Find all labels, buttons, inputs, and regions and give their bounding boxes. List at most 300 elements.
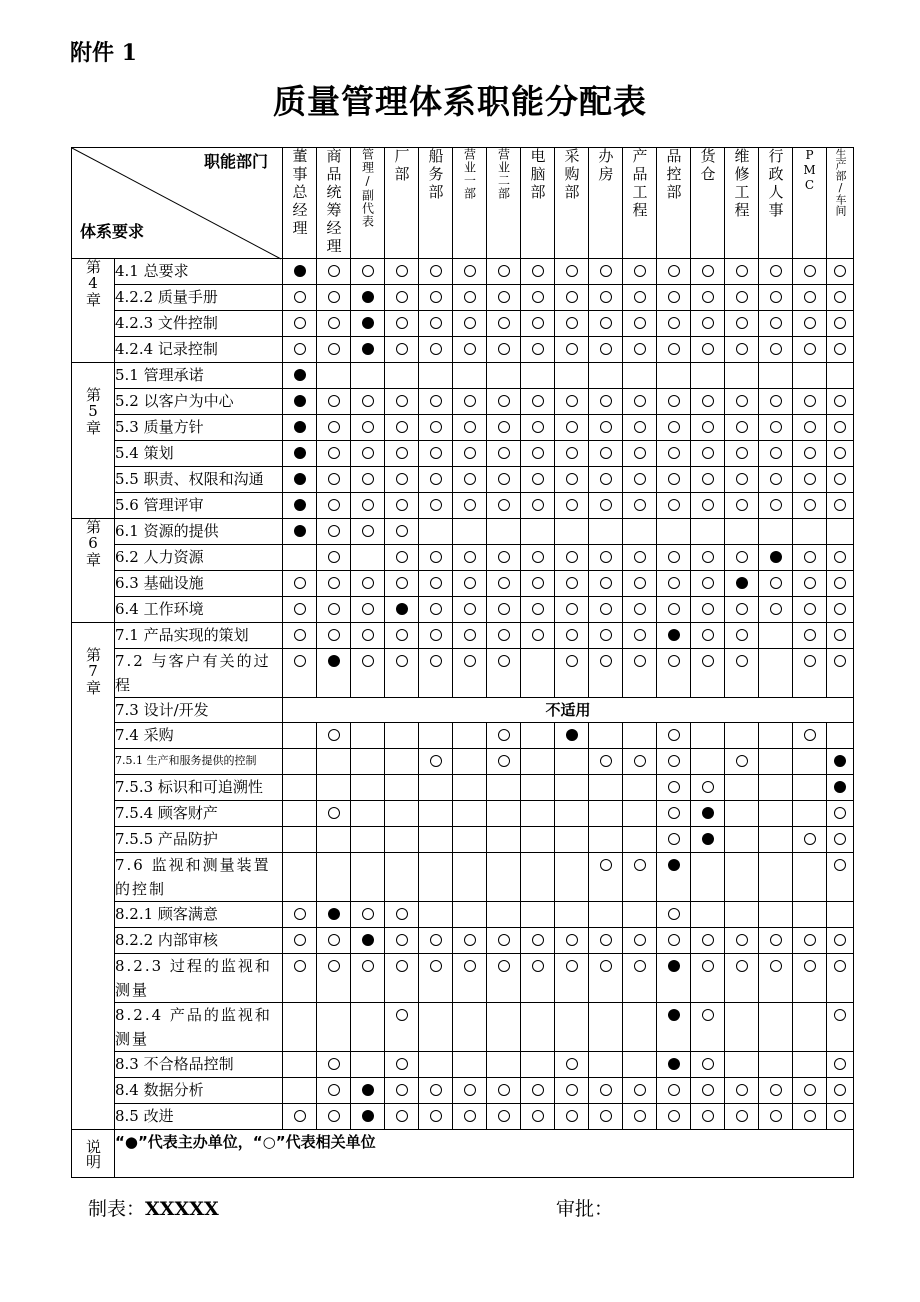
related-unit-mark xyxy=(396,577,408,589)
related-unit-mark xyxy=(634,473,646,485)
related-unit-mark xyxy=(464,473,476,485)
assignment-cell xyxy=(317,597,351,623)
dept-name: 商品统筹经理 xyxy=(324,148,343,256)
related-unit-mark xyxy=(834,317,846,329)
assignment-cell xyxy=(283,519,317,545)
related-unit-mark xyxy=(770,934,782,946)
approved-label: 审批： xyxy=(556,1198,614,1220)
assignment-cell xyxy=(555,519,589,545)
assignment-cell xyxy=(521,954,555,1003)
related-unit-mark xyxy=(736,755,748,767)
assignment-cell xyxy=(827,467,854,493)
assignment-cell xyxy=(759,853,793,902)
assignment-cell xyxy=(453,545,487,571)
assignment-cell xyxy=(453,311,487,337)
related-unit-mark xyxy=(498,265,510,277)
chapter-label: 第7章 xyxy=(84,647,102,695)
assignment-cell xyxy=(725,853,759,902)
related-unit-mark xyxy=(566,629,578,641)
related-unit-mark xyxy=(294,603,306,615)
related-unit-mark xyxy=(430,755,442,767)
assignment-cell xyxy=(759,545,793,571)
assignment-cell xyxy=(283,259,317,285)
related-unit-mark xyxy=(498,960,510,972)
assignment-cell xyxy=(589,545,623,571)
assignment-cell xyxy=(419,775,453,801)
related-unit-mark xyxy=(464,655,476,667)
related-unit-mark xyxy=(668,551,680,563)
requirement-label: 4.2.3 文件控制 xyxy=(115,311,283,337)
assignment-cell xyxy=(283,415,317,441)
related-unit-mark xyxy=(600,960,612,972)
assignment-cell xyxy=(555,1052,589,1078)
assignment-cell xyxy=(793,311,827,337)
assignment-cell xyxy=(759,337,793,363)
related-unit-mark xyxy=(328,629,340,641)
assignment-cell xyxy=(725,493,759,519)
assignment-cell xyxy=(657,853,691,902)
requirement-label: 7.2 与客户有关的过程 xyxy=(115,649,283,698)
assignment-cell xyxy=(827,749,854,775)
dept-header xyxy=(691,148,725,259)
related-unit-mark xyxy=(600,603,612,615)
assignment-cell xyxy=(793,801,827,827)
assignment-cell xyxy=(487,1078,521,1104)
assignment-cell xyxy=(725,827,759,853)
assignment-cell xyxy=(453,441,487,467)
assignment-cell xyxy=(589,415,623,441)
assignment-cell xyxy=(623,649,657,698)
dept-name: 管理/副代表 xyxy=(360,148,375,228)
assignment-cell xyxy=(759,493,793,519)
assignment-cell xyxy=(759,954,793,1003)
main-unit-mark xyxy=(702,807,714,819)
assignment-cell xyxy=(759,801,793,827)
assignment-cell xyxy=(759,415,793,441)
dept-name: 货仓 xyxy=(698,148,717,184)
related-unit-mark xyxy=(498,395,510,407)
assignment-cell xyxy=(657,285,691,311)
assignment-cell xyxy=(827,723,854,749)
assignment-cell xyxy=(317,415,351,441)
assignment-cell xyxy=(283,1003,317,1052)
not-applicable-cell: 不适用 xyxy=(283,698,854,723)
related-unit-mark xyxy=(804,629,816,641)
assignment-cell xyxy=(691,493,725,519)
assignment-cell xyxy=(385,749,419,775)
table-row xyxy=(72,571,854,597)
dept-header xyxy=(657,148,691,259)
assignment-cell xyxy=(453,597,487,623)
assignment-cell xyxy=(283,623,317,649)
assignment-cell xyxy=(623,801,657,827)
assignment-cell xyxy=(623,775,657,801)
related-unit-mark xyxy=(736,421,748,433)
assignment-cell xyxy=(521,749,555,775)
related-unit-mark xyxy=(804,1084,816,1096)
related-unit-mark xyxy=(498,343,510,355)
assignment-cell xyxy=(555,545,589,571)
assignment-cell xyxy=(317,623,351,649)
related-unit-mark xyxy=(634,960,646,972)
table-row xyxy=(72,259,854,285)
assignment-cell xyxy=(657,723,691,749)
related-unit-mark xyxy=(532,1084,544,1096)
chapter-label: 第6章 xyxy=(84,519,102,567)
related-unit-mark xyxy=(804,265,816,277)
assignment-cell xyxy=(793,1078,827,1104)
requirement-label: 4.1 总要求 xyxy=(115,259,283,285)
assignment-cell xyxy=(827,597,854,623)
dept-header xyxy=(589,148,623,259)
assignment-cell xyxy=(487,519,521,545)
requirement-label: 4.2.4 记录控制 xyxy=(115,337,283,363)
related-unit-mark xyxy=(702,603,714,615)
related-unit-mark xyxy=(834,395,846,407)
assignment-cell xyxy=(589,337,623,363)
related-unit-mark xyxy=(834,447,846,459)
related-unit-mark xyxy=(834,421,846,433)
main-unit-mark xyxy=(362,1110,374,1122)
assignment-cell xyxy=(623,853,657,902)
table-row xyxy=(72,441,854,467)
assignment-cell xyxy=(725,902,759,928)
related-unit-mark xyxy=(498,755,510,767)
related-unit-mark xyxy=(834,603,846,615)
related-unit-mark xyxy=(396,551,408,563)
related-unit-mark xyxy=(430,1110,442,1122)
assignment-cell xyxy=(555,827,589,853)
assignment-cell xyxy=(555,649,589,698)
related-unit-mark xyxy=(328,603,340,615)
assignment-cell xyxy=(759,1052,793,1078)
assignment-cell xyxy=(725,259,759,285)
assignment-cell xyxy=(725,1052,759,1078)
related-unit-mark xyxy=(396,395,408,407)
assignment-cell xyxy=(827,954,854,1003)
related-unit-mark xyxy=(328,291,340,303)
assignment-cell xyxy=(623,493,657,519)
assignment-cell xyxy=(657,1003,691,1052)
assignment-cell xyxy=(691,801,725,827)
assignment-cell xyxy=(283,723,317,749)
assignment-cell xyxy=(691,928,725,954)
related-unit-mark xyxy=(834,859,846,871)
assignment-cell xyxy=(521,415,555,441)
related-unit-mark xyxy=(464,960,476,972)
assignment-cell xyxy=(487,311,521,337)
assignment-cell xyxy=(487,441,521,467)
chapter-cell xyxy=(72,519,115,623)
related-unit-mark xyxy=(396,447,408,459)
assignment-cell xyxy=(453,337,487,363)
assignment-cell xyxy=(555,623,589,649)
related-unit-mark xyxy=(600,629,612,641)
assignment-cell xyxy=(691,827,725,853)
assignment-cell xyxy=(623,827,657,853)
assignment-cell xyxy=(453,1104,487,1130)
assignment-cell xyxy=(657,928,691,954)
related-unit-mark xyxy=(328,421,340,433)
assignment-cell xyxy=(657,467,691,493)
main-unit-mark xyxy=(294,421,306,433)
related-unit-mark xyxy=(294,1110,306,1122)
related-unit-mark xyxy=(600,499,612,511)
requirement-label: 6.4 工作环境 xyxy=(115,597,283,623)
assignment-cell xyxy=(521,337,555,363)
dept-name: PMC xyxy=(802,148,817,193)
assignment-cell xyxy=(317,467,351,493)
assignment-cell xyxy=(555,749,589,775)
assignment-cell xyxy=(657,311,691,337)
assignment-cell xyxy=(283,1052,317,1078)
related-unit-mark xyxy=(566,291,578,303)
related-unit-mark xyxy=(362,265,374,277)
related-unit-mark xyxy=(702,577,714,589)
related-unit-mark xyxy=(430,317,442,329)
dept-header xyxy=(351,148,385,259)
related-unit-mark xyxy=(396,1009,408,1021)
related-unit-mark xyxy=(702,1110,714,1122)
assignment-cell xyxy=(725,1003,759,1052)
assignment-cell xyxy=(317,1052,351,1078)
related-unit-mark xyxy=(396,1110,408,1122)
main-unit-mark xyxy=(294,447,306,459)
assignment-cell xyxy=(521,775,555,801)
note-label: 说明 xyxy=(84,1138,102,1169)
assignment-cell xyxy=(623,1104,657,1130)
assignment-cell xyxy=(317,441,351,467)
assignment-cell xyxy=(283,467,317,493)
assignment-cell xyxy=(317,723,351,749)
related-unit-mark xyxy=(634,655,646,667)
assignment-cell xyxy=(691,545,725,571)
table-row xyxy=(72,749,854,775)
related-unit-mark xyxy=(834,807,846,819)
related-unit-mark xyxy=(362,499,374,511)
assignment-cell xyxy=(827,827,854,853)
main-unit-mark xyxy=(668,629,680,641)
related-unit-mark xyxy=(702,343,714,355)
assignment-cell xyxy=(555,597,589,623)
assignment-cell xyxy=(351,597,385,623)
assignment-cell xyxy=(419,902,453,928)
assignment-cell xyxy=(691,441,725,467)
assignment-cell xyxy=(657,801,691,827)
related-unit-mark xyxy=(328,807,340,819)
related-unit-mark xyxy=(532,421,544,433)
related-unit-mark xyxy=(396,934,408,946)
related-unit-mark xyxy=(464,1084,476,1096)
assignment-cell xyxy=(385,519,419,545)
assignment-cell xyxy=(623,519,657,545)
assignment-cell xyxy=(351,415,385,441)
related-unit-mark xyxy=(600,577,612,589)
related-unit-mark xyxy=(498,934,510,946)
assignment-cell xyxy=(283,285,317,311)
assignment-cell xyxy=(691,389,725,415)
assignment-cell xyxy=(487,623,521,649)
assignment-cell xyxy=(657,493,691,519)
related-unit-mark xyxy=(770,265,782,277)
assignment-cell xyxy=(419,415,453,441)
assignment-cell xyxy=(691,597,725,623)
assignment-cell xyxy=(419,493,453,519)
table-row xyxy=(72,519,854,545)
table-row xyxy=(72,623,854,649)
assignment-cell xyxy=(793,623,827,649)
assignment-cell xyxy=(555,493,589,519)
assignment-cell xyxy=(759,363,793,389)
assignment-cell xyxy=(657,1104,691,1130)
assignment-cell xyxy=(283,545,317,571)
assignment-cell xyxy=(589,1003,623,1052)
related-unit-mark xyxy=(702,473,714,485)
related-unit-mark xyxy=(600,265,612,277)
assignment-cell xyxy=(351,749,385,775)
assignment-cell xyxy=(555,467,589,493)
assignment-cell xyxy=(521,259,555,285)
assignment-cell xyxy=(317,1078,351,1104)
assignment-cell xyxy=(317,311,351,337)
related-unit-mark xyxy=(328,1084,340,1096)
related-unit-mark xyxy=(702,1009,714,1021)
related-unit-mark xyxy=(804,473,816,485)
assignment-cell xyxy=(453,623,487,649)
related-unit-mark xyxy=(770,395,782,407)
related-unit-mark xyxy=(834,934,846,946)
assignment-cell xyxy=(419,389,453,415)
related-unit-mark xyxy=(600,343,612,355)
table-row xyxy=(72,1078,854,1104)
related-unit-mark xyxy=(634,1110,646,1122)
assignment-cell xyxy=(521,853,555,902)
assignment-cell xyxy=(827,801,854,827)
assignment-cell xyxy=(793,337,827,363)
related-unit-mark xyxy=(600,755,612,767)
related-unit-mark xyxy=(834,1009,846,1021)
requirement-label: 8.5 改进 xyxy=(115,1104,283,1130)
assignment-cell xyxy=(827,545,854,571)
assignment-cell xyxy=(419,1104,453,1130)
assignment-cell xyxy=(453,363,487,389)
assignment-cell xyxy=(283,749,317,775)
main-unit-mark xyxy=(362,1084,374,1096)
related-unit-mark xyxy=(600,291,612,303)
assignment-cell xyxy=(351,493,385,519)
related-unit-mark xyxy=(736,655,748,667)
assignment-cell xyxy=(521,649,555,698)
main-unit-mark xyxy=(294,265,306,277)
related-unit-mark xyxy=(566,317,578,329)
table-row xyxy=(72,1104,854,1130)
dept-name: 采购部 xyxy=(562,148,581,202)
related-unit-mark xyxy=(600,447,612,459)
assignment-cell xyxy=(453,415,487,441)
assignment-cell xyxy=(759,723,793,749)
assignment-cell xyxy=(521,1003,555,1052)
assignment-cell xyxy=(555,389,589,415)
related-unit-mark xyxy=(834,577,846,589)
assignment-cell xyxy=(351,441,385,467)
assignment-cell xyxy=(283,441,317,467)
related-unit-mark xyxy=(668,755,680,767)
related-unit-mark xyxy=(834,960,846,972)
assignment-cell xyxy=(657,1078,691,1104)
dept-header xyxy=(623,148,657,259)
main-unit-mark xyxy=(566,729,578,741)
table-row xyxy=(72,902,854,928)
assignment-cell xyxy=(283,1078,317,1104)
related-unit-mark xyxy=(770,473,782,485)
related-unit-mark xyxy=(736,1084,748,1096)
related-unit-mark xyxy=(328,960,340,972)
prepared-value: XXXXX xyxy=(145,1198,219,1220)
assignment-cell xyxy=(623,467,657,493)
assignment-cell xyxy=(759,827,793,853)
assignment-cell xyxy=(419,311,453,337)
related-unit-mark xyxy=(498,603,510,615)
assignment-cell xyxy=(623,259,657,285)
related-unit-mark xyxy=(328,265,340,277)
related-unit-mark xyxy=(532,499,544,511)
assignment-cell xyxy=(521,441,555,467)
assignment-cell xyxy=(351,389,385,415)
assignment-cell xyxy=(351,1078,385,1104)
related-unit-mark xyxy=(498,729,510,741)
related-unit-mark xyxy=(804,1110,816,1122)
assignment-cell xyxy=(725,623,759,649)
assignment-cell xyxy=(623,571,657,597)
chapter-cell xyxy=(72,623,115,1130)
assignment-cell xyxy=(487,853,521,902)
related-unit-mark xyxy=(532,317,544,329)
related-unit-mark xyxy=(834,473,846,485)
related-unit-mark xyxy=(736,317,748,329)
assignment-cell xyxy=(793,597,827,623)
assignment-cell xyxy=(385,311,419,337)
related-unit-mark xyxy=(702,934,714,946)
related-unit-mark xyxy=(464,499,476,511)
attachment-label: 附件 1 xyxy=(70,40,137,66)
requirement-label: 8.2.3 过程的监视和测量 xyxy=(115,954,283,1003)
main-unit-mark xyxy=(294,473,306,485)
assignment-cell xyxy=(759,467,793,493)
related-unit-mark xyxy=(634,603,646,615)
legend-note: “●”代表主办单位，“○”代表相关单位 xyxy=(115,1130,854,1178)
requirement-label: 5.3 质量方针 xyxy=(115,415,283,441)
assignment-cell xyxy=(691,954,725,1003)
assignment-cell xyxy=(419,285,453,311)
assignment-cell xyxy=(385,1052,419,1078)
table-row xyxy=(72,1003,854,1052)
related-unit-mark xyxy=(430,473,442,485)
assignment-cell xyxy=(283,337,317,363)
assignment-cell xyxy=(589,623,623,649)
assignment-cell xyxy=(725,337,759,363)
related-unit-mark xyxy=(634,395,646,407)
related-unit-mark xyxy=(430,603,442,615)
related-unit-mark xyxy=(770,603,782,615)
related-unit-mark xyxy=(702,1084,714,1096)
related-unit-mark xyxy=(328,447,340,459)
table-row xyxy=(72,649,854,698)
assignment-cell xyxy=(453,853,487,902)
assignment-cell xyxy=(623,954,657,1003)
assignment-cell xyxy=(827,519,854,545)
related-unit-mark xyxy=(396,473,408,485)
requirement-label: 7.6 监视和测量装置的控制 xyxy=(115,853,283,902)
